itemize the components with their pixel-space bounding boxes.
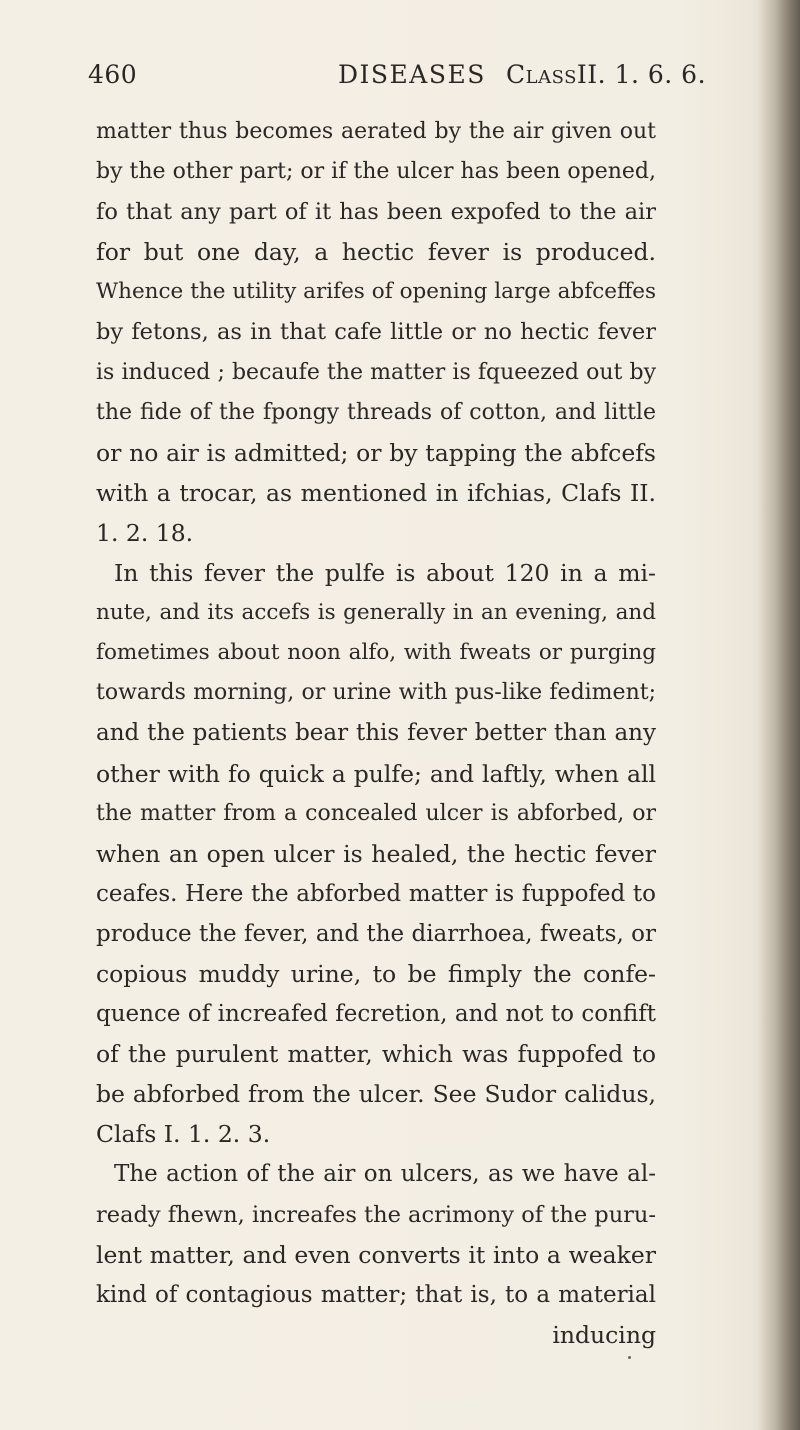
text-line: of the purulent matter, which was fuppofed to xyxy=(96,1040,656,1069)
text-line: and the patients bear this fever better than any xyxy=(96,720,656,747)
text-line: kind of contagious matter; that is, to a material xyxy=(96,1281,656,1308)
text-line: Clafs I. 1. 2. 3. xyxy=(96,1120,271,1149)
text-line: when an open ulcer is healed, the hectic fever xyxy=(96,839,656,868)
text-line: fo that any part of it has been expofed to the air xyxy=(96,199,656,226)
text-line: quence of increafed fecretion, and not to confift xyxy=(96,1001,656,1028)
text-line: other with fo quick a pulfe; and laftly, when all xyxy=(96,759,656,788)
text-line: copious muddy urine, to be fimply the confe- xyxy=(96,959,656,988)
text-line: matter thus becomes aerated by the air given out xyxy=(96,119,656,144)
printer-mark xyxy=(628,1356,631,1359)
text-line: ready fhewn, increafes the acrimony of the puru- xyxy=(96,1201,657,1228)
text-line: for but one day, a hectic fever is produced. xyxy=(96,238,656,267)
text-line: or no air is admitted; or by tapping the abfcefs xyxy=(96,438,656,467)
text-line: fometimes about noon alfo, with fweats or purging xyxy=(96,640,656,666)
text-line: Whence the utility arifes of opening large abfceffes xyxy=(96,279,656,305)
page-edge-shadow xyxy=(758,0,800,1430)
running-title: DISEASES xyxy=(338,60,486,89)
text-line: produce the fever, and the diarrhoea, fweats, or xyxy=(96,920,656,947)
text-line: by the other part; or if the ulcer has been opened, xyxy=(96,159,656,185)
text-line: ceafes. Here the abforbed matter is fuppofed to xyxy=(96,880,656,907)
class-reference: ClassII. 1. 6. 6. xyxy=(506,60,707,89)
text-line: nute, and its accefs is generally in an evening, and xyxy=(96,600,656,626)
body-text xyxy=(96,112,656,1355)
text-line: is induced ; becaufe the matter is fqueezed out by xyxy=(96,359,656,385)
page-number: 460 xyxy=(88,60,138,89)
text-line: In this fever the pulfe is about 120 in a mi- xyxy=(114,559,656,588)
text-line: the fide of the fpongy threads of cotton, and little xyxy=(96,399,656,425)
text-line: towards morning, or urine with pus-like fediment; xyxy=(96,680,656,706)
text-line: The action of the air on ulcers, as we have al- xyxy=(114,1161,656,1188)
text-line: the matter from a concealed ulcer is abforbed, or xyxy=(96,800,656,826)
text-line: by fetons, as in that cafe little or no hectic fever xyxy=(96,319,656,346)
text-line: 1. 2. 18. xyxy=(96,518,194,547)
text-line: lent matter, and even converts it into a weaker xyxy=(96,1240,656,1269)
page-header xyxy=(88,60,707,96)
text-line: be abforbed from the ulcer. See Sudor calidus, xyxy=(96,1080,656,1109)
catchword: inducing xyxy=(552,1320,656,1349)
text-line: with a trocar, as mentioned in ifchias, Clafs II. xyxy=(96,478,656,507)
